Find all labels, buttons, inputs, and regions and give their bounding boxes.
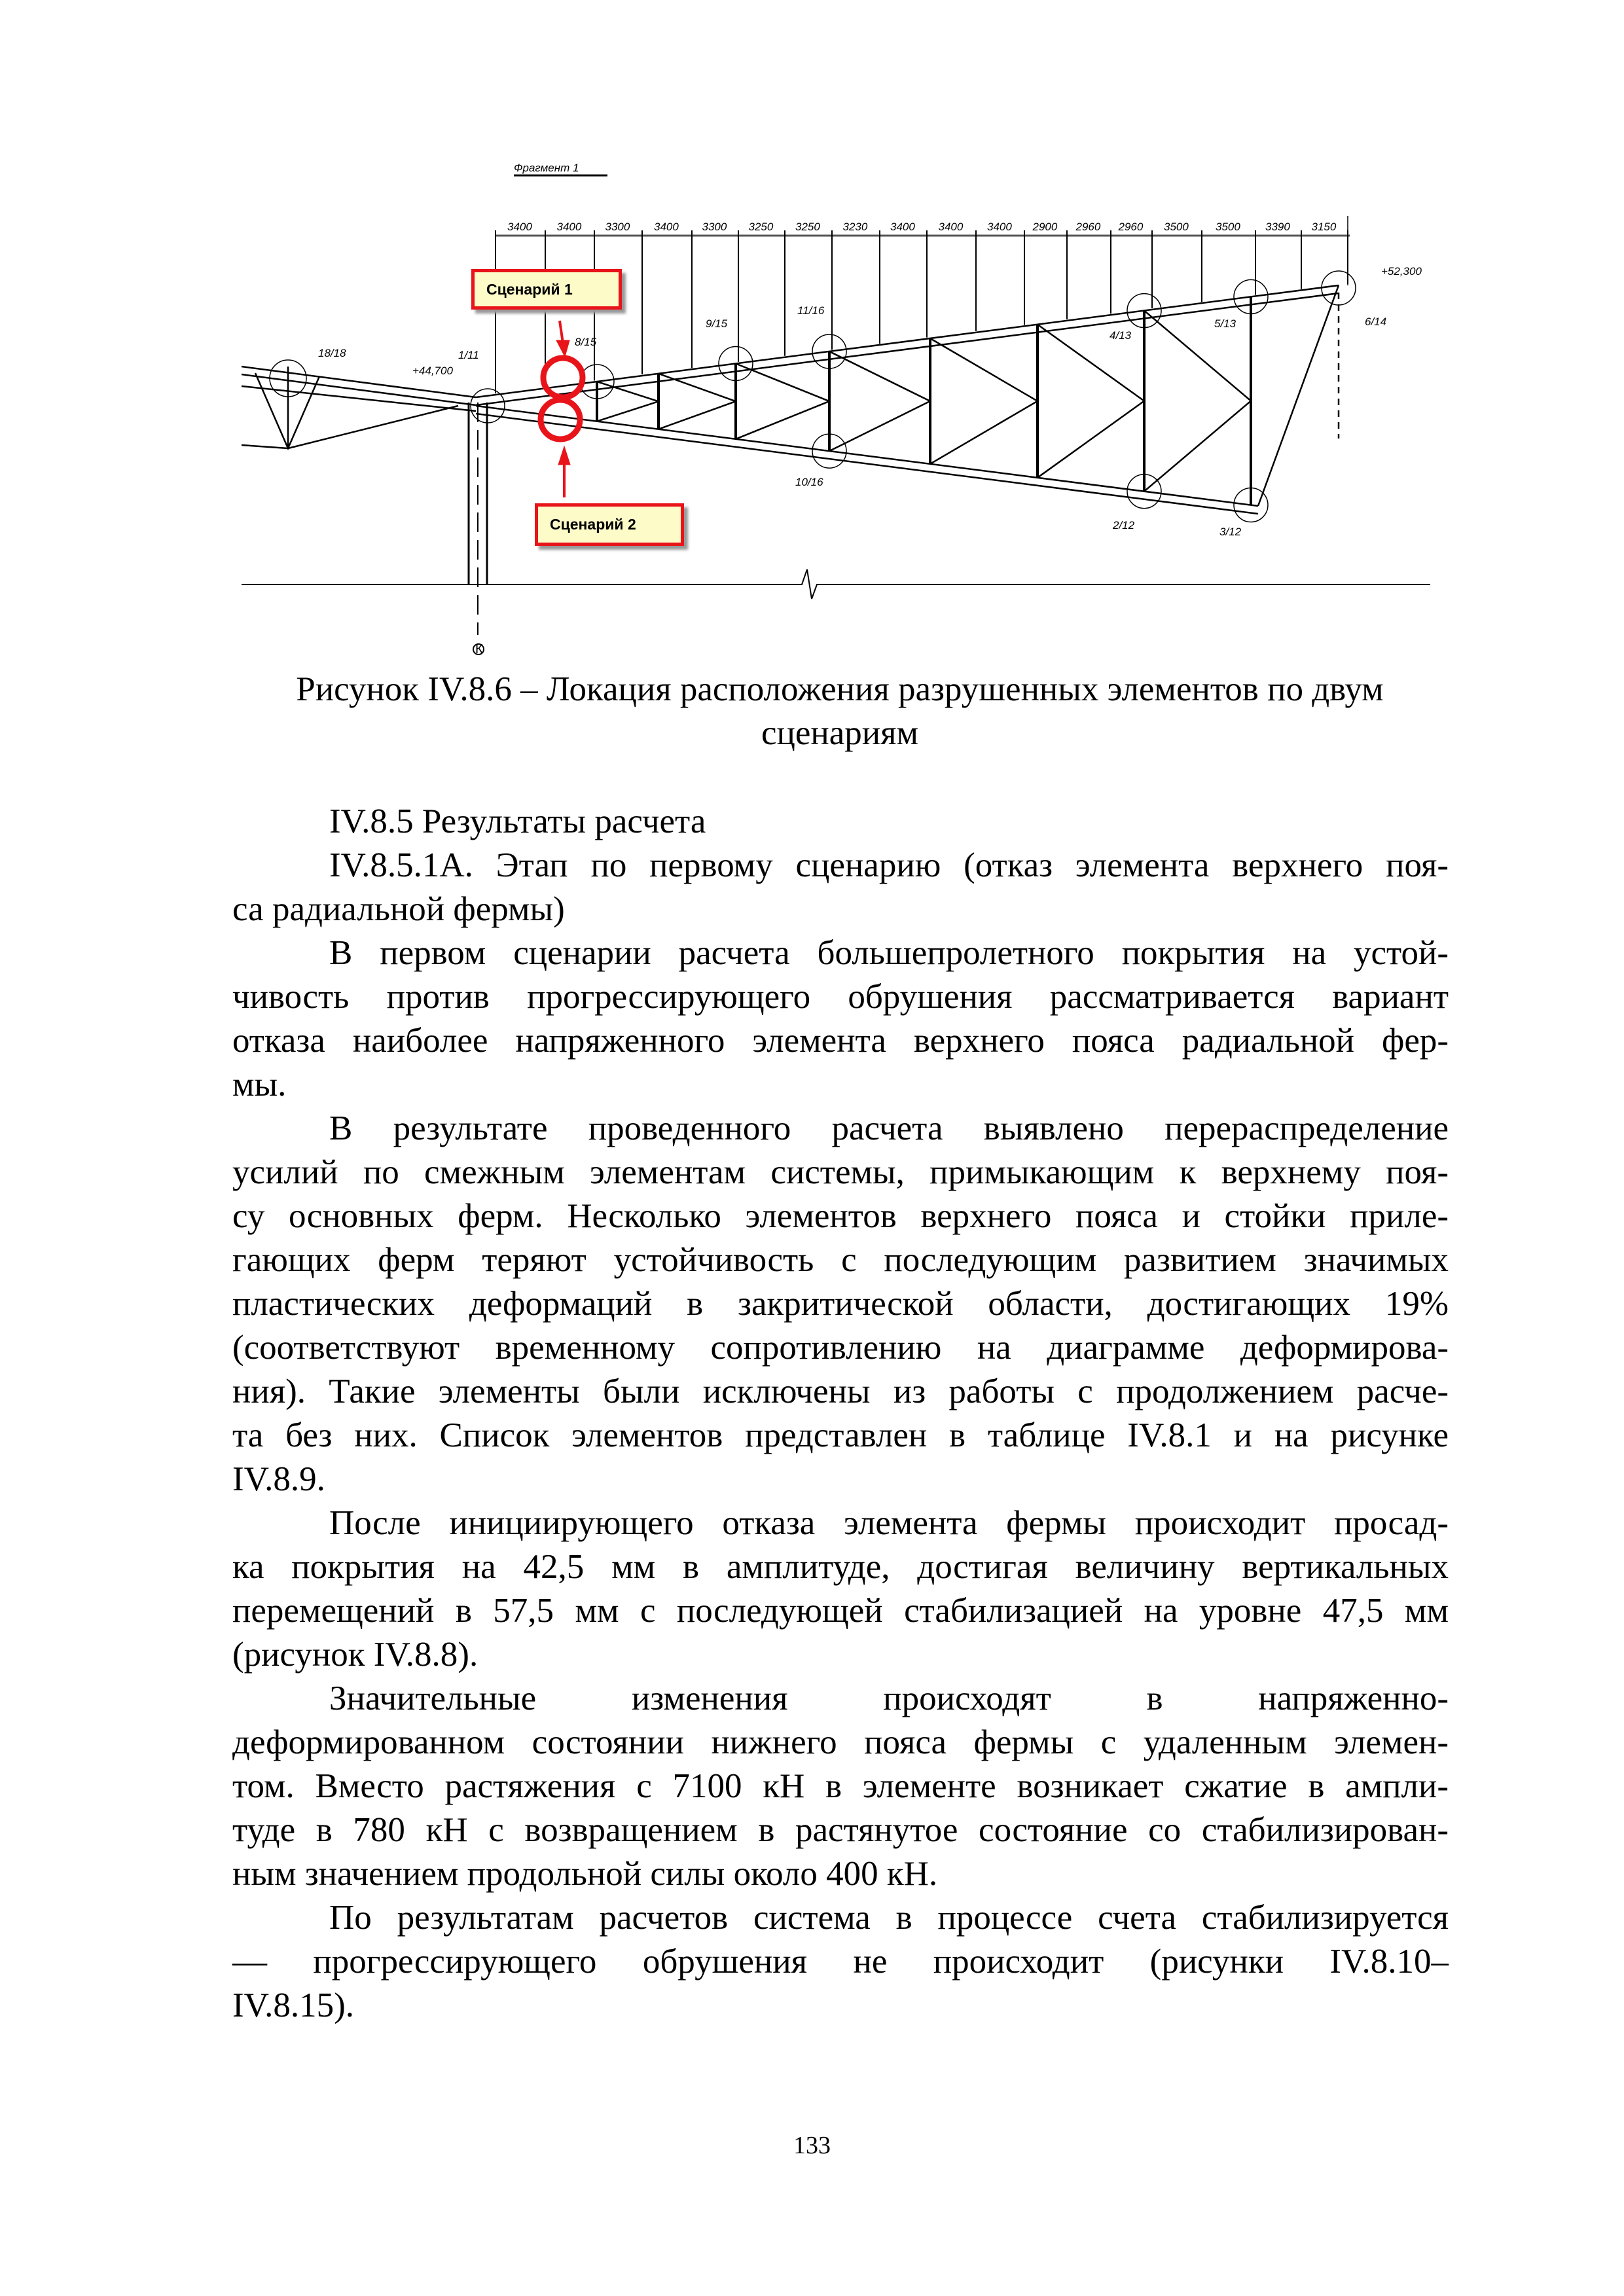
node-label-elev2: +52,300 [1381,265,1422,278]
text-line: гающих ферм теряют устойчивость с последующим развитием значимых [232,1241,1449,1279]
text-line: деформированном состоянии нижнего пояса фермы с удаленным элемен- [232,1723,1449,1761]
body-text [232,800,1449,2028]
text-line: IV.8.5 Результаты расчета [329,802,706,840]
text-line: В первом сценарии расчета большепролетного покрытия на устой- [329,934,1449,972]
text-line: са радиальной фермы) [232,890,565,928]
column [469,403,487,655]
fragment-label: Фрагмент 1 [514,162,579,174]
text-line: После инициирующего отказа элемента фермы происходит просад- [329,1504,1449,1542]
text-line: туде в 780 кН с возвращением в растянутое состояние со стабилизирован- [232,1811,1449,1849]
node-label-n11: 11/16 [797,304,825,317]
text-line: ным значением продольной силы около 400 кН. [232,1855,938,1893]
dimension-label: 3400 [987,221,1012,233]
ground-line [242,569,1430,599]
dimension-label: 3300 [702,221,727,233]
node-label-n1: 1/11 [458,349,479,361]
dimension-label: 3400 [556,221,582,233]
node-label-n3: 3/12 [1219,526,1242,538]
scenario1-circle [543,358,583,397]
text-line: су основных ферм. Несколько элементов верхнего пояса и стойки приле- [232,1197,1449,1235]
text-line: (рисунок IV.8.8). [232,1636,478,1674]
dimension-label: 3400 [654,221,679,233]
node-label-n4: 4/13 [1110,329,1132,342]
text-line: По результатам расчетов система в процессе счета стабилизируется [329,1899,1449,1937]
dimension-label: 3250 [795,221,820,233]
text-line: пластических деформаций в закритической области, достигающих 19% [232,1285,1449,1323]
dimension-label: 3500 [1164,221,1189,233]
text-line: отказа наиболее напряженного элемента верхнего пояса радиальной фер- [232,1022,1449,1060]
dimension-label: 3400 [890,221,915,233]
text-line: (соответствуют временному сопротивлению на диаграмме деформирова- [232,1329,1449,1367]
page-number: 133 [793,2132,831,2159]
dimension-label: 3400 [938,221,964,233]
axis-marker: К [475,642,483,656]
node-label-n5: 5/13 [1214,317,1236,330]
text-line: — прогрессирующего обрушения не происходит (рисунки IV.8.10– [232,1943,1449,1981]
text-line: усилий по смежным элементам системы, примыкающим к верхнему поя- [232,1153,1449,1191]
node-label-elev1: +44,700 [412,365,453,377]
node-label-n8: 8/15 [575,336,597,348]
figure-caption-line1: Рисунок IV.8.6 – Локация расположения разрушенных элементов по двум [296,670,1384,708]
dimension-label: 3300 [605,221,630,233]
text-line: Значительные изменения происходят в напряженно- [329,1679,1449,1717]
text-line: том. Вместо растяжения с 7100 кН в элементе возникает сжатие в ампли- [232,1767,1449,1805]
dimension-label: 3390 [1265,221,1290,233]
dimension-label: 2900 [1032,221,1058,233]
node-label-n10: 10/16 [795,476,823,488]
text-line: ка покрытия на 42,5 мм в амплитуде, достигая величину вертикальных [232,1548,1449,1586]
dimension-chain [496,216,1350,393]
dimension-label: 3400 [507,221,532,233]
figure-caption-line2: сценариям [761,714,919,752]
text-line: мы. [232,1066,287,1103]
dimension-label: 3230 [842,221,868,233]
text-line: та без них. Список элементов представлен в таблице IV.8.1 и на рисунке [232,1416,1449,1454]
scenario2-circle [541,400,580,439]
dimension-label: 3500 [1216,221,1240,233]
node-label-n18: 18/18 [318,347,346,359]
truss-drawing [0,0,1624,674]
dimension-label: 3150 [1311,221,1337,233]
text-line: В результате проведенного расчета выявлено перераспределение [329,1109,1449,1147]
dimension-label: 2960 [1075,221,1101,233]
text-line: чивость против прогрессирующего обрушения рассматривается вариант [232,978,1449,1016]
node-label-n2: 2/12 [1113,519,1135,531]
node-label-n6: 6/14 [1365,315,1387,328]
text-line: IV.8.15). [232,1986,354,2024]
scenario2-label: Сценарий 2 [535,503,684,546]
dimension-label: 3250 [748,221,774,233]
text-line: IV.8.5.1А. Этап по первому сценарию (отказ элемента верхнего поя- [329,846,1449,884]
scenario1-label: Сценарий 1 [471,269,622,310]
dimension-label: 2960 [1118,221,1144,233]
node-label-n9: 9/15 [706,317,728,330]
text-line: ния). Такие элементы были исключены из работы с продолжением расче- [232,1372,1449,1410]
text-line: IV.8.9. [232,1460,325,1498]
text-line: перемещений в 57,5 мм с последующей стабилизацией на уровне 47,5 мм [232,1592,1449,1630]
